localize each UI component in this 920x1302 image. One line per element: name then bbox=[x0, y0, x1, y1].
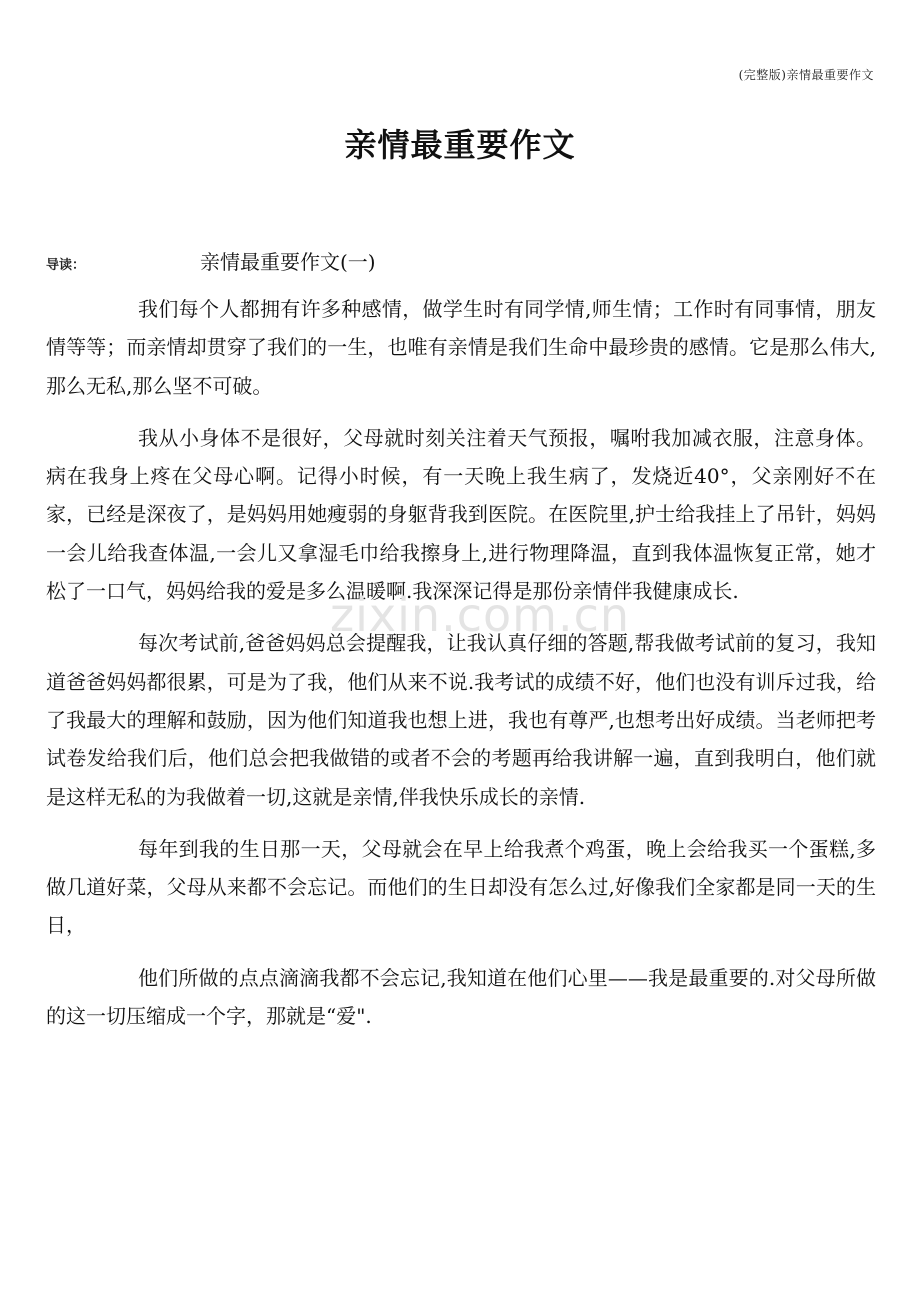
paragraph-3: 每次考试前,爸爸妈妈总会提醒我，让我认真仔细的答题,帮我做考试前的复习，我知道爸爸妈妈都很累，可是为了我，他们从来不说.我考试的成绩不好，他们也没有训斥过我，给了我最大的理解和鼓励，因为他们知道我也想上进，我也有尊严,也想考出好成绩。当老师把考试卷发给我们后，他们总会把我做错的或者不会的考题再给我讲解一遍，直到我明白，他们就是这样无私的为我做着一切,这就是亲情,伴我快乐成长的亲情. bbox=[46, 631, 876, 809]
guide-subtitle: 亲情最重要作文(一) bbox=[200, 250, 376, 274]
paragraph-1: 我们每个人都拥有许多种感情，做学生时有同学情,师生情；工作时有同事情，朋友情等等；而亲情却贯穿了我们的一生，也唯有亲情是我们生命中最珍贵的感情。它是那么伟大,那么无私,那么坚不可破。 bbox=[46, 297, 876, 398]
paragraph-5: 他们所做的点点滴滴我都不会忘记,我知道在他们心里——我是最重要的.对父母所做的这一切压缩成一个字，那就是“爱". bbox=[46, 965, 876, 1029]
paragraph-4: 每年到我的生日那一天，父母就会在早上给我煮个鸡蛋，晚上会给我买一个蛋糕,多做几道好菜，父母从来都不会忘记。而他们的生日却没有怎么过,好像我们全家都是同一天的生日， bbox=[46, 836, 876, 938]
running-header: (完整版)亲情最重要作文 bbox=[738, 68, 874, 82]
guide-row bbox=[46, 244, 876, 276]
paragraph-2: 我从小身体不是很好，父母就时刻关注着天气预报，嘱咐我加减衣服，注意身体。病在我身上疼在父母心啊。记得小时候，有一天晚上我生病了，发烧近40°，父亲刚好不在家，已经是深夜了，是妈妈用她瘦弱的身躯背我到医院。在医院里,护士给我挂上了吊针，妈妈一会儿给我查体温,一会儿又拿湿毛巾给我擦身上,进行物理降温，直到我体温恢复正常，她才松了一口气，妈妈给我的爱是多么温暖啊.我深深记得是那份亲情伴我健康成长. bbox=[46, 425, 876, 604]
watermark: zixin.com.cn bbox=[330, 588, 631, 642]
document-title: 亲情最重要作文 bbox=[344, 126, 576, 164]
guide-label: 导读： bbox=[46, 258, 86, 273]
essay-body bbox=[46, 290, 876, 1049]
